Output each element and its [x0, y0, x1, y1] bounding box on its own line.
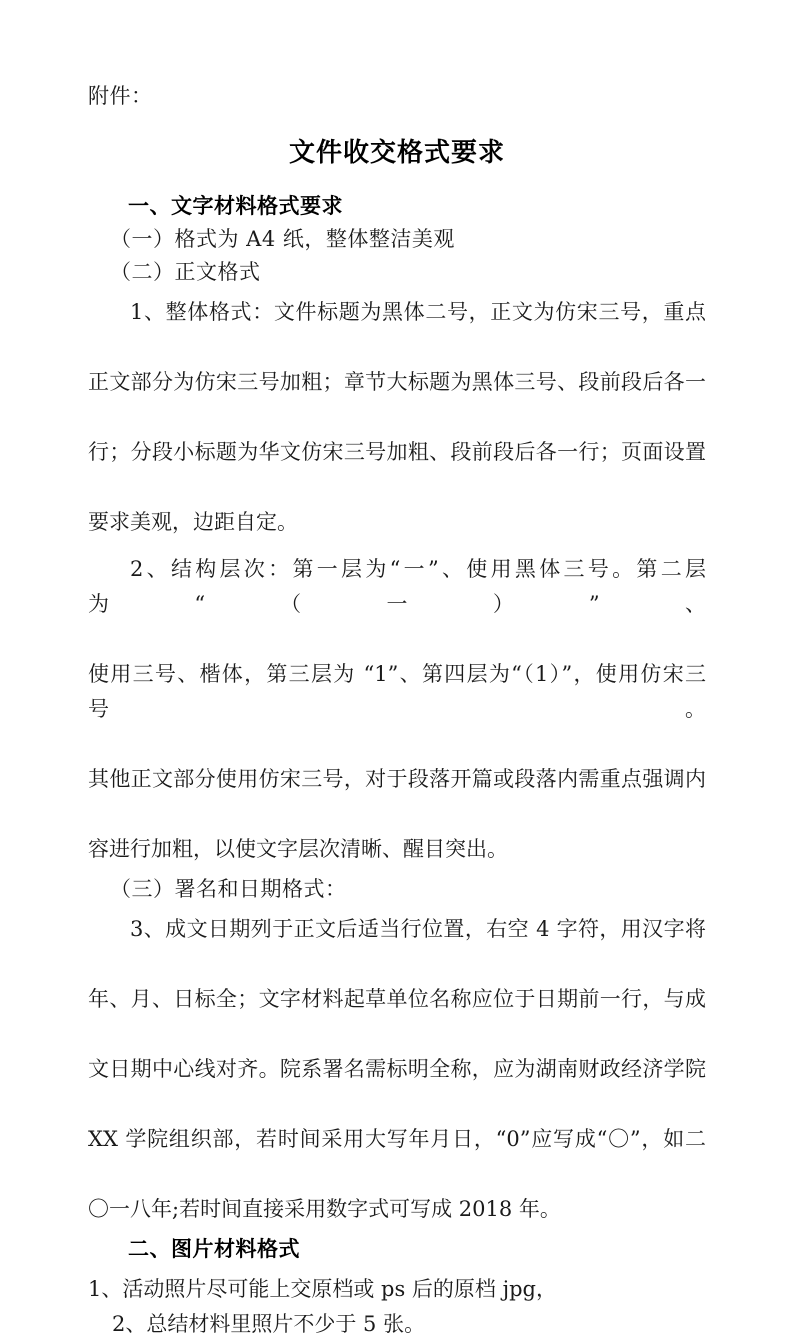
paragraph-3-line-5: 〇一八年;若时间直接采用数字式可写成 2018 年。: [88, 1197, 561, 1221]
list-item-1: 1、活动照片尽可能上交原档或 ps 后的原档 jpg，: [88, 1277, 558, 1301]
list-item-2: 2、总结材料里照片不少于 5 张。: [112, 1312, 426, 1336]
paragraph-3: [88, 912, 706, 1227]
paragraph-2-line-4: 容进行加粗，以使文字层次清晰、醒目突出。: [88, 837, 508, 861]
section-heading-2: 二、图片材料格式: [128, 1237, 300, 1261]
subheading-1-1: （一）格式为 A4 纸，整体整洁美观: [110, 227, 455, 251]
spacer: [88, 166, 706, 196]
subheading-1-3: （三）署名和日期格式：: [110, 877, 347, 901]
spacer: [88, 900, 706, 912]
spacer: [88, 283, 706, 295]
paragraph-3-line-3: 文日期中心线对齐。院系署名需标明全称，应为湖南财政经济学院: [88, 1057, 706, 1081]
paragraph-2-line-3: 其他正文部分使用仿宋三号，对于段落开篇或段落内需重点强调内: [88, 767, 706, 791]
paragraph-3-line-1: 3、成文日期列于正文后适当行位置，右空 4 字符，用汉字将: [130, 917, 706, 941]
paragraph-3-line-2: 年、月、日标全；文字材料起草单位名称应位于日期前一行，与成: [88, 987, 706, 1011]
paragraph-1-line-2: 正文部分为仿宋三号加粗；章节大标题为黑体三号、段前段后各一: [88, 370, 706, 394]
paragraph-1: [88, 295, 706, 540]
document-body: [88, 0, 706, 1342]
spacer: [88, 540, 706, 552]
spacer: [88, 1260, 706, 1272]
page-title: 文件收交格式要求: [288, 138, 505, 168]
section-heading-1: 一、文字材料格式要求: [128, 194, 343, 218]
paragraph-2-line-1: 2、结构层次：第一层为“一”、使用黑体三号。第二层为“（一）”、: [88, 557, 706, 616]
paragraph-1-line-1: 1、整体格式：文件标题为黑体二号，正文为仿宋三号，重点: [130, 300, 706, 324]
paragraph-2: [88, 552, 706, 867]
attachment-label: 附件：: [88, 84, 153, 108]
paragraph-1-line-3: 行；分段小标题为华文仿宋三号加粗、段前段后各一行；页面设置: [88, 440, 706, 464]
subheading-1-2: （二）正文格式: [110, 260, 261, 284]
paragraph-3-line-4: XX 学院组织部，若时间采用大写年月日，“0”应写成“〇”，如二: [88, 1127, 706, 1151]
paragraph-2-line-2: 使用三号、楷体，第三层为 “1”、第四层为“（1）”，使用仿宋三号。: [88, 662, 706, 721]
paragraph-1-line-4: 要求美观，边距自定。: [88, 510, 298, 534]
